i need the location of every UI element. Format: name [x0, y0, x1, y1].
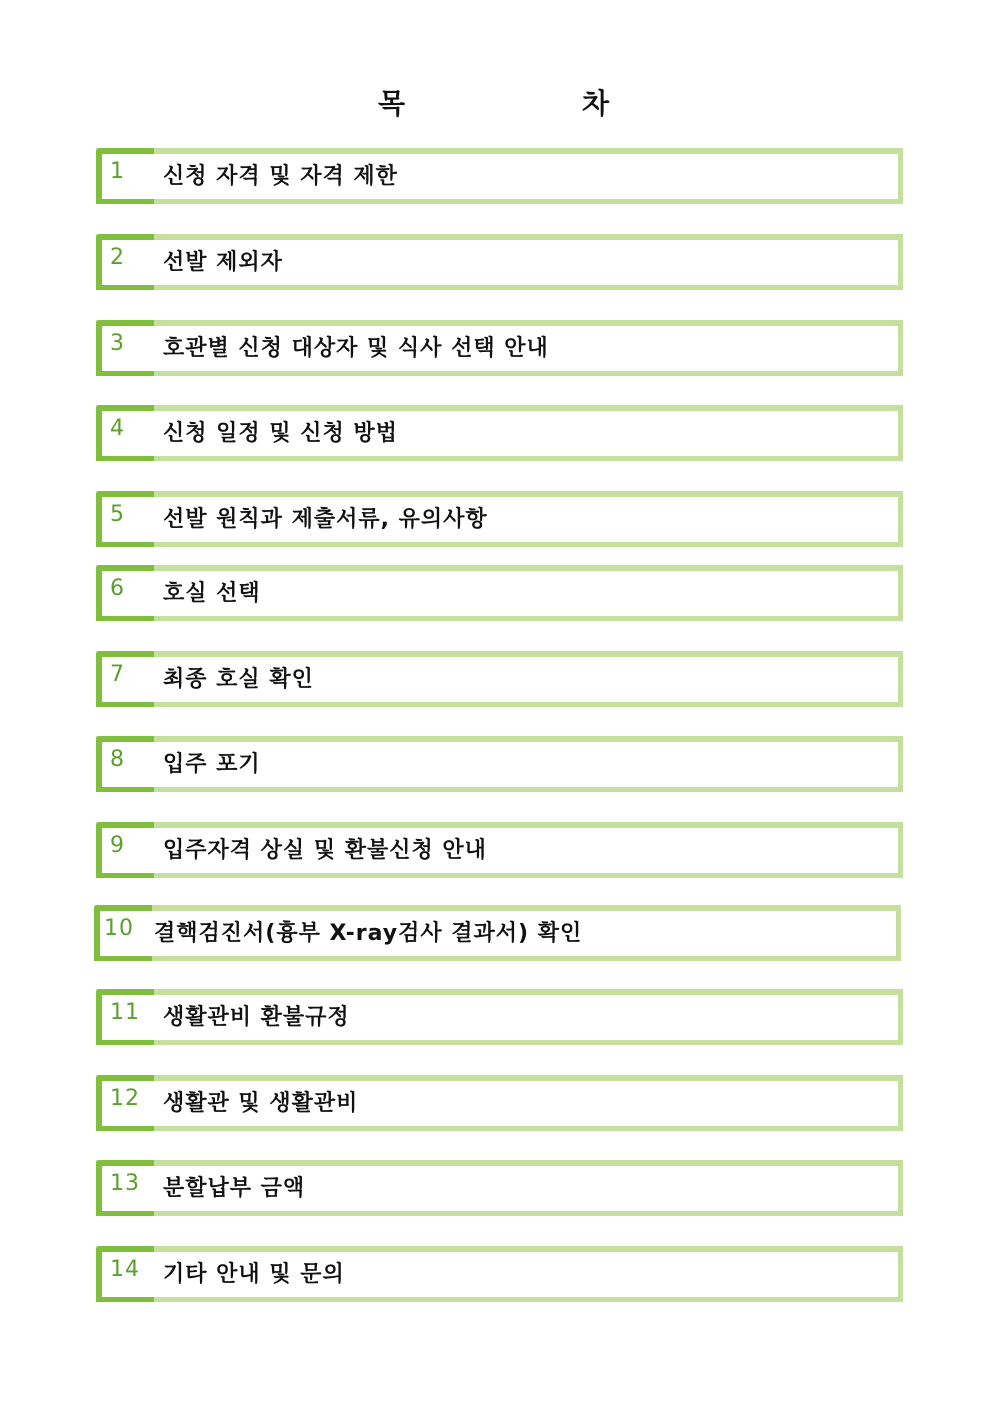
toc-item-number: 9 — [110, 833, 125, 858]
toc-item-6 — [96, 565, 903, 621]
toc-item-label: 입주 포기 — [163, 752, 261, 777]
toc-item-12 — [96, 1075, 903, 1131]
toc-item-number: 8 — [110, 747, 125, 772]
toc-item-number: 14 — [110, 1257, 140, 1282]
title-left: 목 — [378, 87, 406, 120]
title-right: 차 — [582, 87, 610, 120]
toc-item-label: 호실 선택 — [163, 581, 261, 606]
toc-item-10 — [94, 905, 901, 961]
toc-item-7 — [96, 651, 903, 707]
toc-item-number: 12 — [110, 1086, 140, 1111]
toc-item-label: 선발 제외자 — [163, 250, 283, 275]
toc-item-11 — [96, 989, 903, 1045]
toc-item-label: 생활관 및 생활관비 — [163, 1091, 359, 1116]
toc-item-number: 2 — [110, 245, 125, 270]
toc-item-3 — [96, 320, 903, 376]
toc-item-label: 입주자격 상실 및 환불신청 안내 — [163, 838, 487, 863]
toc-item-label: 기타 안내 및 문의 — [163, 1262, 345, 1287]
toc-item-number: 5 — [110, 502, 125, 527]
toc-item-label: 선발 원칙과 제출서류, 유의사항 — [163, 507, 488, 532]
toc-item-8 — [96, 736, 903, 792]
toc-item-5 — [96, 491, 903, 547]
toc-item-number: 6 — [110, 576, 125, 601]
toc-item-2 — [96, 234, 903, 290]
toc-item-label: 신청 일정 및 신청 방법 — [163, 421, 398, 446]
toc-item-label: 호관별 신청 대상자 및 식사 선택 안내 — [163, 336, 549, 361]
toc-item-number: 4 — [110, 416, 125, 441]
toc-item-number: 1 — [110, 159, 125, 184]
toc-item-1 — [96, 148, 903, 204]
toc-item-label: 신청 자격 및 자격 제한 — [163, 164, 398, 189]
toc-item-label: 결핵검진서(흉부 X-ray검사 결과서) 확인 — [154, 921, 583, 946]
toc-item-13 — [96, 1160, 903, 1216]
toc-item-9 — [96, 822, 903, 878]
toc-item-number: 10 — [104, 916, 134, 941]
toc-item-number: 7 — [110, 662, 125, 687]
toc-item-14 — [96, 1246, 903, 1302]
toc-item-4 — [96, 405, 903, 461]
toc-item-label: 최종 호실 확인 — [163, 667, 314, 692]
page-title — [0, 82, 992, 132]
toc-item-number: 3 — [110, 331, 125, 356]
toc-item-number: 11 — [110, 1000, 140, 1025]
toc-item-number: 13 — [110, 1171, 140, 1196]
toc-item-label: 분할납부 금액 — [163, 1176, 306, 1201]
toc-item-label: 생활관비 환불규정 — [163, 1005, 350, 1030]
